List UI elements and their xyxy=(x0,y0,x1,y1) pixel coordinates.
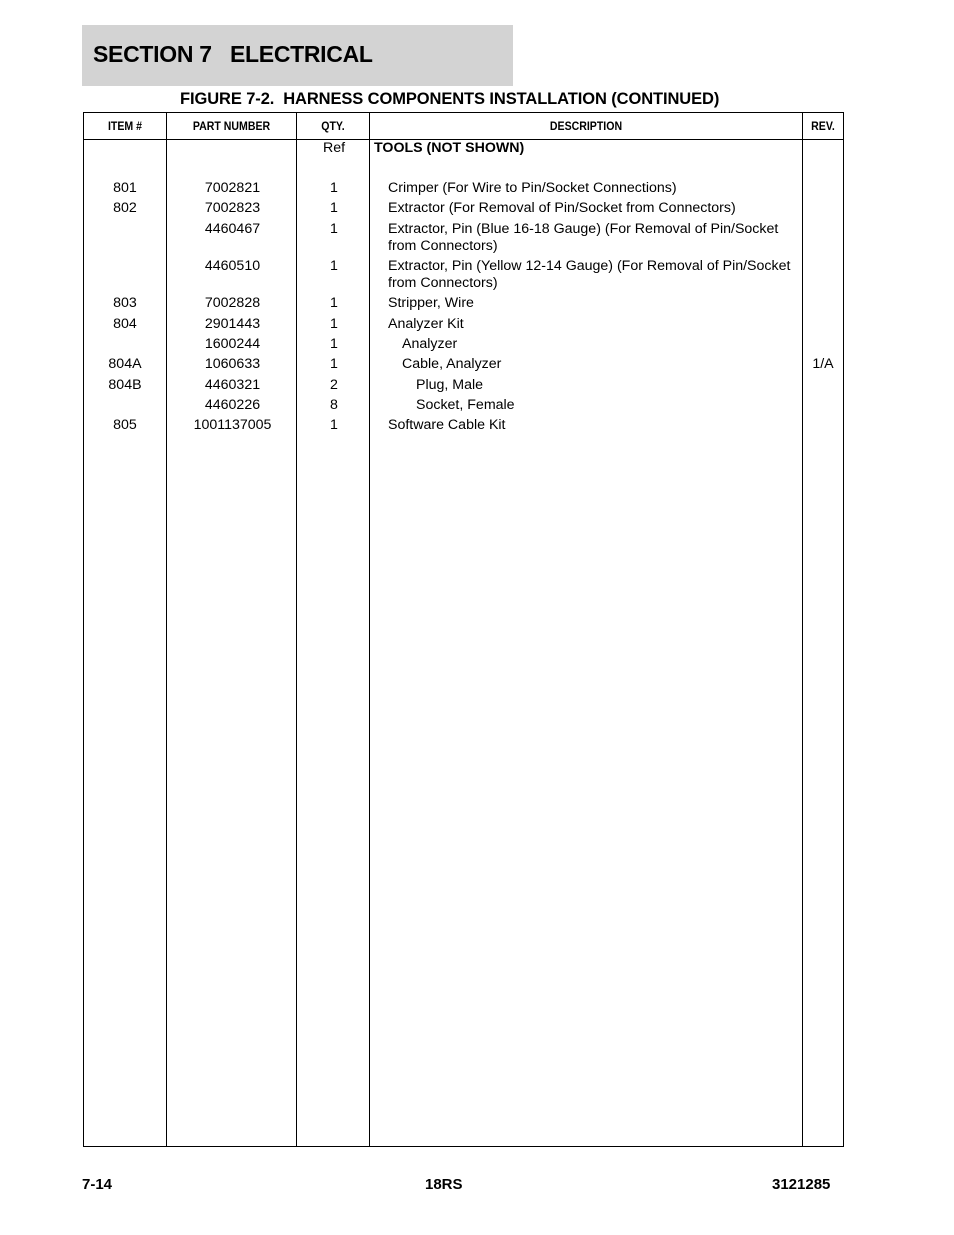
part-number: 4460226 xyxy=(204,397,261,413)
quantity: 1 xyxy=(330,200,338,216)
header-qty: QTY. xyxy=(321,119,345,133)
header-item: ITEM # xyxy=(107,119,143,133)
quantity: 1 xyxy=(330,336,338,352)
item-number: 803 xyxy=(113,295,137,311)
part-number: 7002823 xyxy=(204,200,261,216)
header-part-number: PART NUMBER xyxy=(192,119,271,133)
quantity: 1 xyxy=(330,258,338,274)
column-divider xyxy=(166,113,167,1146)
section-banner xyxy=(82,25,513,86)
description: TOOLS (NOT SHOWN) xyxy=(374,140,525,156)
quantity: 1 xyxy=(330,180,338,196)
column-divider xyxy=(802,113,803,1146)
part-number: 1600244 xyxy=(204,336,261,352)
part-number: 2901443 xyxy=(204,316,261,332)
item-number: 804A xyxy=(108,356,142,372)
description: Analyzer xyxy=(402,336,458,352)
description: Plug, Male xyxy=(416,377,484,393)
quantity: 1 xyxy=(330,316,338,332)
description: Cable, Analyzer xyxy=(402,356,502,372)
description: Extractor, Pin (Blue 16-18 Gauge) (For Removal of Pin/Socket from Connectors) xyxy=(388,221,779,254)
item-number: 801 xyxy=(113,180,137,196)
header-rev: REV. xyxy=(811,119,835,133)
part-number: 1060633 xyxy=(204,356,261,372)
quantity: 8 xyxy=(330,397,338,413)
quantity: Ref xyxy=(322,140,346,156)
part-number: 7002828 xyxy=(204,295,261,311)
revision: 1/A xyxy=(812,356,834,372)
part-number: 7002821 xyxy=(204,180,261,196)
quantity: 1 xyxy=(330,417,338,433)
section-title: SECTION 7 ELECTRICAL xyxy=(93,41,373,67)
description: Software Cable Kit xyxy=(388,417,506,433)
quantity: 2 xyxy=(330,377,338,393)
figure-title: FIGURE 7-2. HARNESS COMPONENTS INSTALLATION (CONTINUED) xyxy=(180,90,720,108)
item-number: 802 xyxy=(113,200,137,216)
quantity: 1 xyxy=(330,356,338,372)
item-number: 804B xyxy=(108,377,142,393)
description: Socket, Female xyxy=(416,397,515,413)
quantity: 1 xyxy=(330,295,338,311)
description: Analyzer Kit xyxy=(388,316,464,332)
header-description: DESCRIPTION xyxy=(549,119,623,133)
item-number: 805 xyxy=(113,417,137,433)
part-number: 1001137005 xyxy=(193,417,272,433)
description: Crimper (For Wire to Pin/Socket Connections) xyxy=(388,180,677,196)
part-number: 4460510 xyxy=(204,258,261,274)
footer-model: 18RS xyxy=(425,1176,463,1193)
part-number: 4460321 xyxy=(204,377,261,393)
description: Stripper, Wire xyxy=(388,295,474,311)
item-number: 804 xyxy=(113,316,137,332)
footer-page-number: 7-14 xyxy=(82,1176,113,1193)
parts-table xyxy=(83,112,844,1147)
description: Extractor, Pin (Yellow 12-14 Gauge) (For Removal of Pin/Socket from Connectors) xyxy=(388,258,791,291)
part-number: 4460467 xyxy=(204,221,261,237)
footer-document-number: 3121285 xyxy=(772,1176,831,1193)
description: Extractor (For Removal of Pin/Socket from Connectors) xyxy=(388,200,736,216)
quantity: 1 xyxy=(330,221,338,237)
